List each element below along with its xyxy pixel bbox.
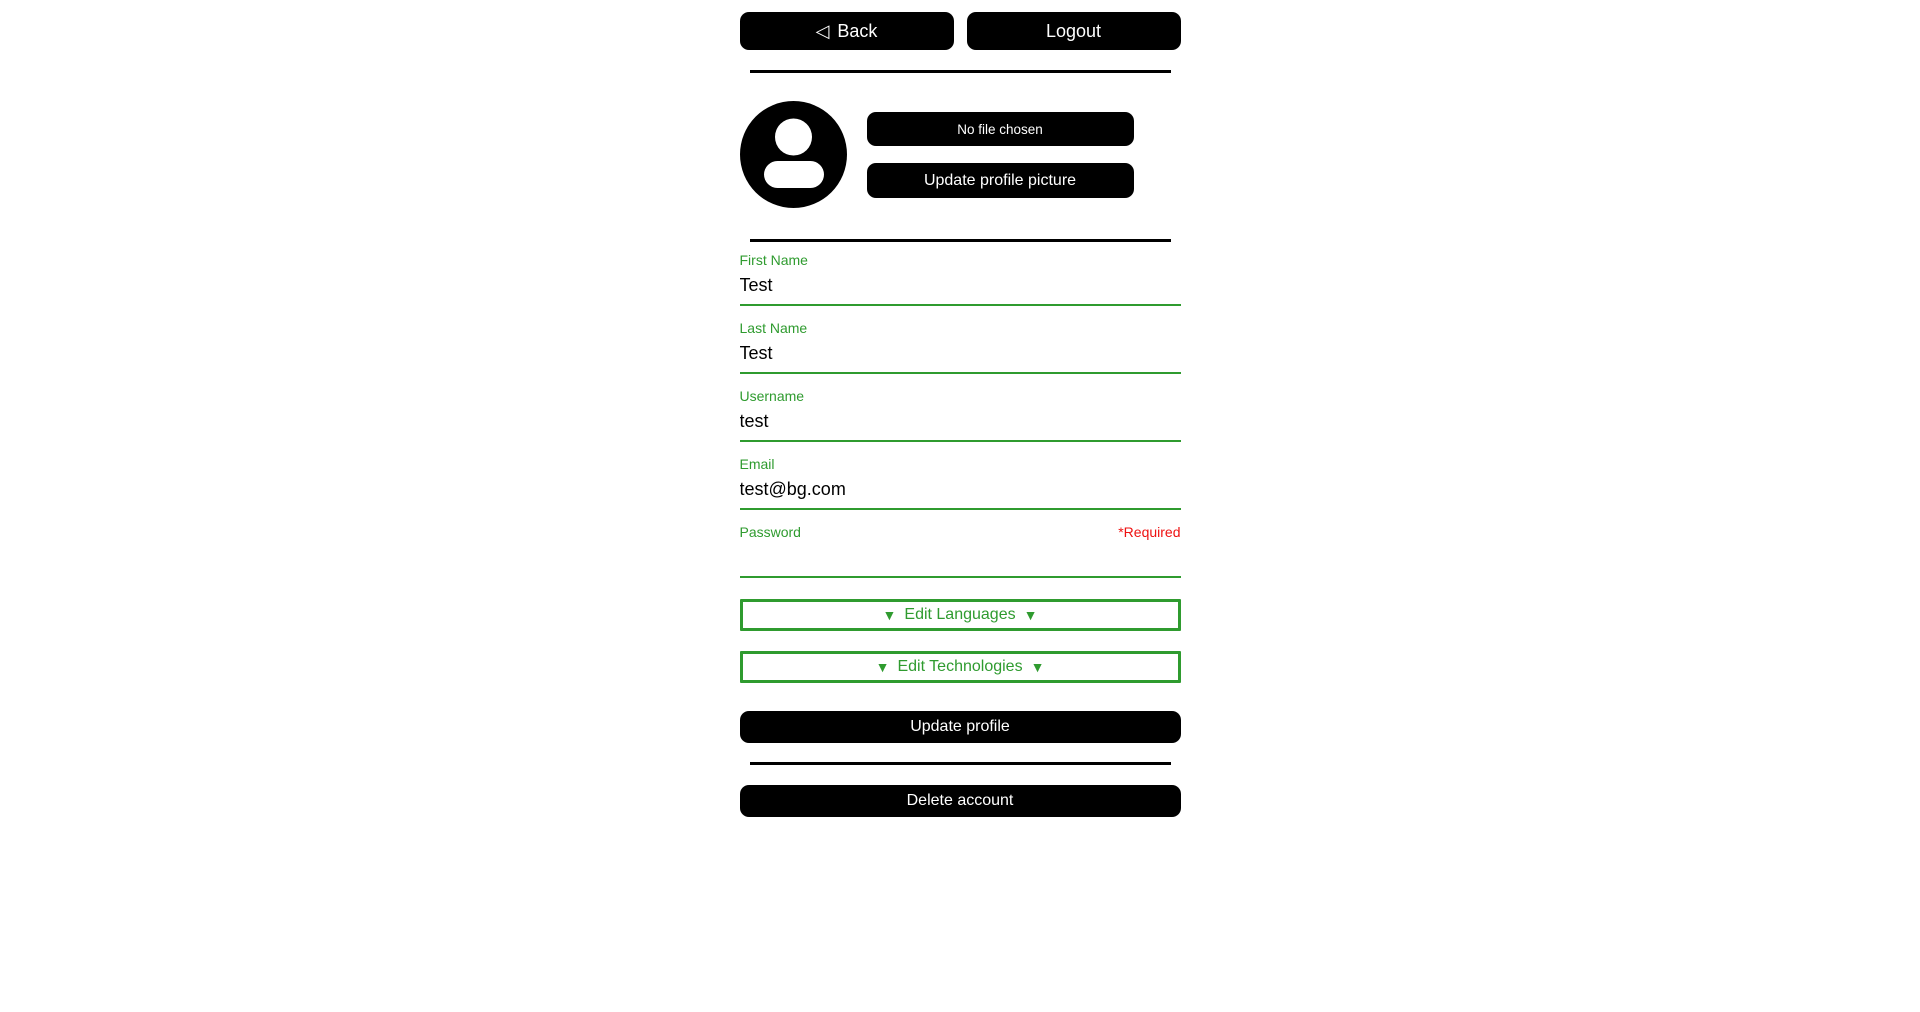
chevron-down-icon: ▼ [882, 607, 897, 623]
update-profile-button[interactable] [740, 711, 1181, 743]
email-field [740, 456, 1181, 510]
file-input-label: No file chosen [957, 121, 1043, 137]
logout-button[interactable] [967, 12, 1181, 50]
edit-languages-label: Edit Languages [904, 606, 1016, 623]
password-input[interactable] [740, 541, 1181, 578]
email-label: Email [739, 456, 775, 472]
edit-technologies-button[interactable] [740, 651, 1181, 683]
password-label: Password [739, 524, 801, 540]
divider-danger [750, 762, 1171, 765]
edit-technologies-label: Edit Technologies [897, 658, 1023, 675]
first-name-field [740, 252, 1181, 306]
chevron-down-icon: ▼ [1030, 659, 1045, 675]
logout-button-label: Logout [1045, 20, 1102, 41]
email-input[interactable] [740, 473, 1181, 510]
chevron-down-icon: ▼ [1023, 607, 1038, 623]
last-name-label: Last Name [739, 320, 808, 336]
required-badge: *Required [1118, 524, 1181, 540]
account-circle-icon [740, 101, 847, 208]
back-button[interactable] [740, 12, 954, 50]
last-name-field [740, 320, 1181, 374]
profile-form [740, 252, 1181, 743]
profile-picture-section [740, 101, 1181, 208]
update-picture-label: Update profile picture [923, 171, 1077, 189]
delete-account-label: Delete account [906, 792, 1014, 809]
profile-page [740, 0, 1181, 817]
username-label: Username [739, 388, 805, 404]
username-input[interactable] [740, 405, 1181, 442]
divider-avatar [750, 239, 1171, 242]
update-picture-button[interactable] [867, 163, 1134, 198]
username-field [740, 388, 1181, 442]
password-label-row [740, 524, 1181, 541]
top-button-row [740, 12, 1181, 50]
edit-languages-button[interactable] [740, 599, 1181, 631]
update-profile-label: Update profile [910, 718, 1010, 735]
chevron-down-icon: ▼ [875, 659, 890, 675]
last-name-input[interactable] [740, 337, 1181, 374]
file-input-button[interactable] [867, 112, 1134, 146]
first-name-input[interactable] [740, 269, 1181, 306]
picture-actions [867, 101, 1134, 198]
password-field [740, 524, 1181, 578]
divider-top [750, 70, 1171, 73]
back-arrow-icon: ◁ [815, 21, 830, 41]
delete-account-button[interactable] [740, 785, 1181, 817]
first-name-label: First Name [739, 252, 808, 268]
back-button-label: Back [837, 20, 878, 41]
